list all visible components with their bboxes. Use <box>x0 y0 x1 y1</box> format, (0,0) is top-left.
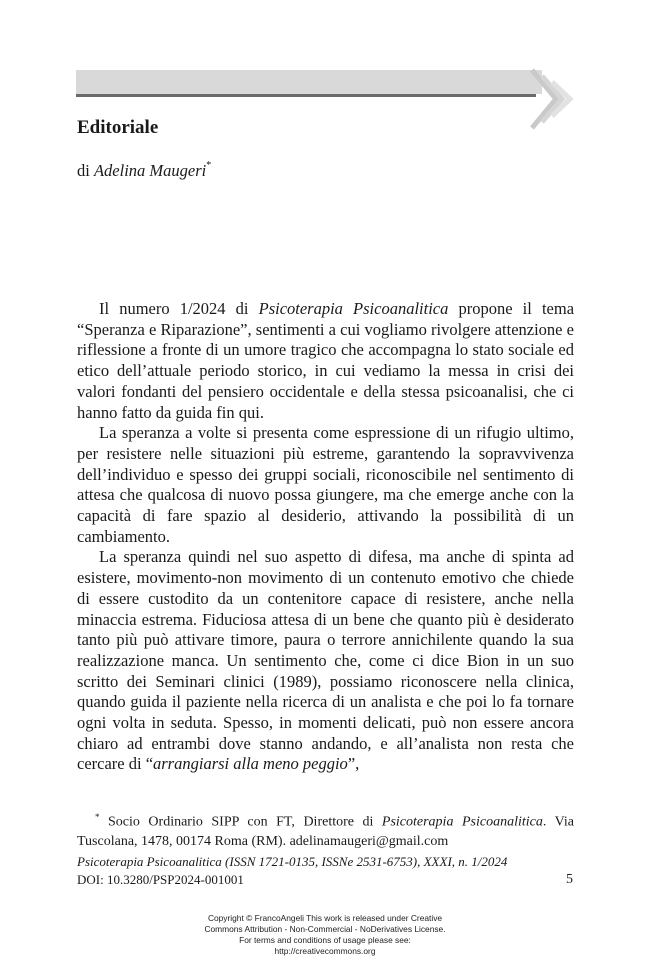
paragraph-1 <box>77 299 574 423</box>
paragraph-text: ”, <box>347 754 360 774</box>
journal-citation: Psicoterapia Psicoanalitica (ISSN 1721-0135, ISSNe 2531-6753), XXXI, n. 1/2024 <box>77 854 508 869</box>
license-link: http://creativecommons.org <box>274 946 376 956</box>
doi: DOI: 10.3280/PSP2024-001001 <box>77 872 244 887</box>
license-line: Copyright © FrancoAngeli This work is released under Creative <box>207 913 443 923</box>
byline <box>77 161 211 181</box>
article-body <box>77 299 574 775</box>
paragraph-3 <box>77 547 574 775</box>
paragraph-text: Il numero 1/2024 di <box>99 299 259 318</box>
header-banner <box>76 70 542 94</box>
section-title: Editoriale <box>77 117 159 138</box>
footnote-text: Socio Ordinario SIPP con FT, Direttore di <box>99 814 382 830</box>
license-line: Commons Attribution - Non-Commercial - NoDerivatives License. <box>204 924 446 934</box>
paragraph-2: La speranza a volte si presenta come espressione di un rifugio ultimo, per resistere nelle situazioni più estreme, garantendo la sopravvivenza dell’individuo e spesso dei gruppi sociali, riconoscibile nel sentimento di attesa che qualcosa di nuovo possa giungere, ma che emerge anche con la capacità di fare spazio al desiderio, attivando la possibilità di un cambiamento. <box>77 423 574 546</box>
header-rule <box>76 94 536 97</box>
journal-title: Psicoterapia Psicoanalitica <box>381 814 543 830</box>
author-name: Adelina Maugeri <box>93 161 207 180</box>
license-line: For terms and conditions of usage please see: <box>239 935 411 945</box>
footnote-mark: * <box>95 812 100 822</box>
paragraph-text: propone il tema “Speranza e Riparazione”, sentimenti a cui vogliamo rivolgere attenzione e riflessione a fronte di un umore tragico che accompagna lo stato sociale ed etico dell’attuale periodo storico, in cui vediamo la messa in crisi dei valori fondanti del pensiero occidentale e della stessa psicoanalisi, che ci hanno fatto da guida fin qui. <box>77 299 575 422</box>
footnote <box>77 808 574 851</box>
journal-title: Psicoterapia Psicoanalitica <box>258 299 449 318</box>
page-number: 5 <box>566 872 573 887</box>
footnote-text: . Via Tuscolana, 1478, 00174 Roma (RM). adelinamaugeri@gmail.com <box>77 814 574 849</box>
footnote-mark: * <box>206 159 212 171</box>
license-notice <box>175 913 475 957</box>
paragraph-text: La speranza quindi nel suo aspetto di difesa, ma anche di spinta ad esistere, movimento-non movimento di un contenuto emotivo che chiede di essere custodito da un contenitore capace di resistere, anche nella minaccia estrema. Fiduciosa attesa di un bene che quanto più è desiderato tanto più può attivare timore, paura o terrore annichilente quando la sua realizzazione manca. Un sentimento che, come ci dice Bion in un suo scritto dei Seminari clinici (1989), possiamo riconoscere nella clinica, quando guida il paziente nella ricerca di un analista e che poi lo fa tornare ogni volta in seduta. Spesso, in momenti delicati, può non essere ancora chiaro ad entrambi dove stanno andando, e all’analista non resta che cercare di “ <box>77 547 574 774</box>
quoted-phrase: arrangiarsi alla meno peggio <box>153 754 348 774</box>
chevron-right-icon <box>528 66 578 132</box>
byline-prefix: di <box>77 161 90 180</box>
